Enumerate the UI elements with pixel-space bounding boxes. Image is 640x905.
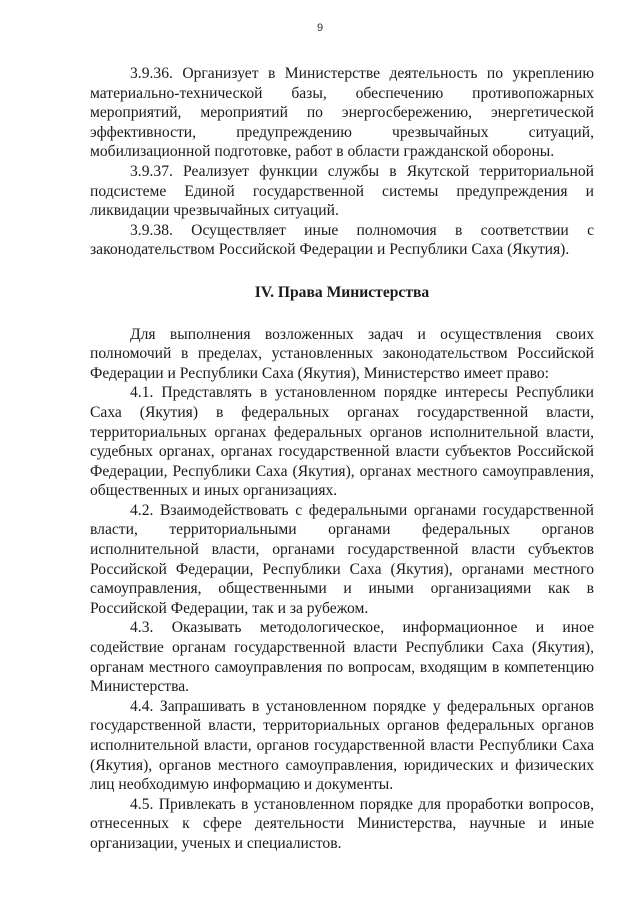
paragraph-4-2: 4.2. Взаимодействовать с федеральными органами государственной власти, территориальными органами федеральных органов исполнительной власти, органами государственной власти субъектов Российской Федерации, Республики Саха (Якутия), органами местного самоуправления, общественными и иными организациями как в Российской Федерации, так и за рубежом. — [90, 501, 594, 617]
paragraph-4-4: 4.4. Запрашивать в установленном порядке у федеральных органов государственной власти, территориальных органов федеральных органов исполнительной власти, органов государственной власти Республики Саха (Якутия), органов местного самоуправления, юридических и физических лиц необходимую информацию и документы. — [90, 697, 594, 794]
paragraph-3-9-36: 3.9.36. Организует в Министерстве деятельность по укреплению материально-технической базы, обеспечению противопожарных мероприятий, мероприятий по энергосбережению, энергетической эффективности, предупреждению чрезвычайных ситуаций, мобилизационной подготовке, работ в области гражданской обороны. — [90, 65, 594, 161]
section-heading: IV. Права Министерства — [254, 283, 430, 301]
document-body — [90, 64, 594, 854]
paragraph-intro: Для выполнения возложенных задач и осуществления своих полномочий в пределах, установленных законодательством Российской Федерации и Республики Саха (Якутия), Министерство имеет право: — [90, 325, 594, 382]
paragraph-4-1: 4.1. Представлять в установленном порядке интересы Республики Саха (Якутия) в федеральных органах государственной власти, территориальных органах федеральных органов исполнительной власти, судебных органах, органах государственной власти субъектов Российской Федерации, Республики Саха (Якутия), органах местного самоуправления, общественных и иных организациях. — [90, 384, 594, 500]
paragraph-4-5: 4.5. Привлекать в установленном порядке для проработки вопросов, отнесенных к сфере деятельности Министерства, научные и иные организации, ученых и специалистов. — [90, 795, 594, 852]
paragraph-4-3: 4.3. Оказывать методологическое, информационное и иное содействие органам государственной власти Республики Саха (Якутия), органам местного самоуправления по вопросам, входящим в компетенцию Министерства. — [90, 619, 594, 696]
paragraph-3-9-38: 3.9.38. Осуществляет иные полномочия в соответствии с законодательством Российской Федерации и Республики Саха (Якутия). — [90, 221, 594, 259]
paragraph-3-9-37: 3.9.37. Реализует функции службы в Якутской территориальной подсистеме Единой государственной системы предупреждения и ликвидации чрезвычайных ситуаций. — [90, 162, 594, 220]
page-number: 9 — [316, 22, 324, 34]
